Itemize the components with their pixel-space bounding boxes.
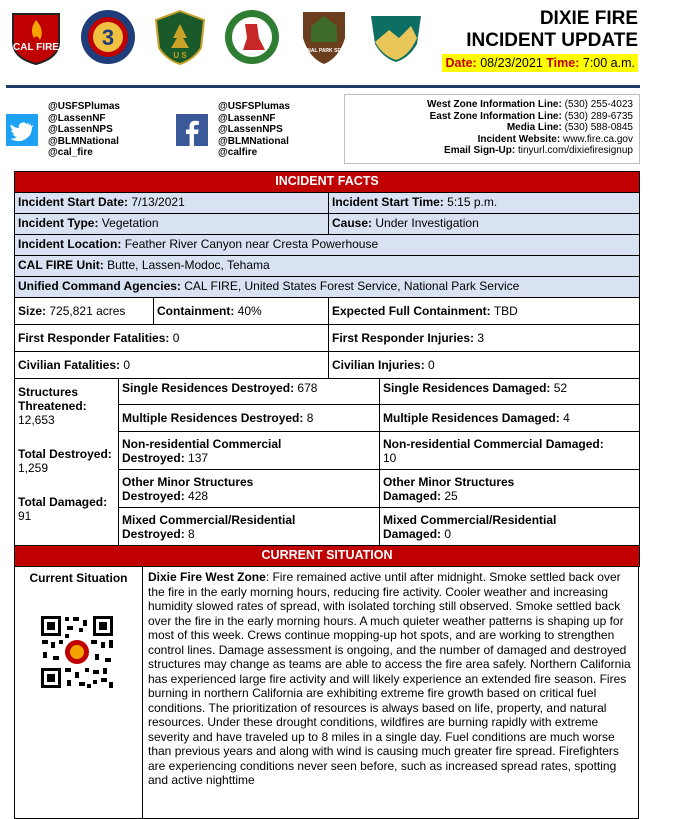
title-block xyxy=(442,8,638,72)
info-line: East Zone Information Line: (530) 289-6735 xyxy=(429,110,633,122)
time-label: Time: xyxy=(546,56,580,70)
twitter-handle[interactable]: @LassenNPS xyxy=(48,124,113,135)
info-value[interactable]: (530) 588-0845 xyxy=(564,122,633,133)
svg-text:U S: U S xyxy=(173,51,187,60)
info-lines-box xyxy=(344,94,640,164)
incident-facts-table xyxy=(14,171,640,567)
svg-text:NATIONAL PARK SERVICE: NATIONAL PARK SERVICE xyxy=(292,48,356,54)
multiple-destroyed-cell: Multiple Residences Destroyed: 8 xyxy=(119,405,380,432)
nonres-destroyed-cell: Non-residential Commercial Destroyed: 137 xyxy=(119,432,380,470)
incident-type-cell: Incident Type: Vegetation xyxy=(15,214,329,235)
threatened-block: Structures Threatened: 12,653 xyxy=(18,385,87,427)
nonres-damaged-cell: Non-residential Commercial Damaged: 10 xyxy=(380,432,640,470)
date-value: 08/23/2021 xyxy=(480,56,543,70)
multiple-damaged-cell: Multiple Residences Damaged: 4 xyxy=(380,405,640,432)
twitter-handle[interactable]: @BLMNational xyxy=(48,135,119,147)
svg-text:CAL FIRE: CAL FIRE xyxy=(13,42,59,53)
facebook-handle[interactable]: @USFSPlumas xyxy=(218,101,290,112)
calfire-logo xyxy=(6,7,66,67)
minor-destroyed-cell: Other Minor Structures Destroyed: 428 xyxy=(119,470,380,508)
single-damaged-cell: Single Residences Damaged: 52 xyxy=(380,379,640,405)
start-time-cell: Incident Start Time: 5:15 p.m. xyxy=(329,193,640,214)
info-value[interactable]: (530) 255-4023 xyxy=(564,99,633,110)
header-rule xyxy=(6,85,640,88)
facebook-handles xyxy=(218,101,290,159)
facebook-handle[interactable]: @BLMNational xyxy=(218,135,289,147)
date-time-line xyxy=(442,54,638,72)
mixed-destroyed-cell: Mixed Commercial/Residential Destroyed: 8 xyxy=(119,508,380,546)
size-cell: Size: 725,821 acres xyxy=(15,298,154,325)
info-line: Media Line: (530) 588-0845 xyxy=(506,122,633,133)
unified-command-cell: Unified Command Agencies: CAL FIRE, United States Forest Service, National Park Service xyxy=(15,277,640,298)
contact-band xyxy=(6,94,640,164)
date-label: Date: xyxy=(445,56,477,70)
svg-text:3: 3 xyxy=(101,25,115,50)
time-value: 7:00 a.m. xyxy=(582,56,635,70)
zone-label: Dixie Fire West Zone xyxy=(148,570,266,584)
situation-body: : Fire remained active until after midnight. Smoke settled back over the fire in the early morning hours, reducing fire activity. Cooler weather and increasing humidity slowed rates of spread, with isolated torching still observed. Smoke settled back over the fire in the early morning hours. A much quieter weather patterns is shaping up for most of this week. Crews continue mopping-up hot spots, and are working to strengthen control lines. Damage assessment is ongoing, and the number of damaged and destroyed structures may change as teams are able to access the fire area safely. Northern California has experienced large fire activity and will likely experience an extended fire season. Fires burning in northern California are exhibiting extreme fire growth based on critical fuel conditions. The prioritization of resources is always based on life, property, and natural resources. Under these drought conditions, wildfires are burning rapidly with extreme severity and have traveled up to 8 miles in a single day. Fuel conditions are much worse than previous years and along with wind is causing much greater fire spread. Firefighters are experiencing conditions never seen before, such as increased spread rates, spotting and active nighttime xyxy=(148,570,631,787)
single-destroyed-cell: Single Residences Destroyed: 678 xyxy=(119,379,380,405)
title-incident-update: INCIDENT UPDATE xyxy=(466,30,638,51)
start-date-cell: Incident Start Date: 7/13/2021 xyxy=(15,193,329,214)
fr-injuries-cell: First Responder Injuries: 3 xyxy=(329,325,640,352)
blm-logo xyxy=(366,7,426,67)
mixed-damaged-cell: Mixed Commercial/Residential Damaged: 0 xyxy=(380,508,640,546)
twitter-block xyxy=(6,101,120,159)
qr-code-icon[interactable] xyxy=(39,614,115,690)
current-situation-section xyxy=(14,567,639,819)
usfs-logo xyxy=(150,7,210,67)
facebook-handle[interactable]: @calfire xyxy=(218,147,258,158)
twitter-handle[interactable]: @cal_fire xyxy=(48,147,93,158)
agency-logos xyxy=(6,6,426,68)
current-situation-heading: CURRENT SITUATION xyxy=(15,546,640,567)
expected-containment-cell: Expected Full Containment: TBD xyxy=(329,298,640,325)
info-line: Email Sign-Up: tinyurl.com/dixiefiresignup xyxy=(444,145,633,156)
info-line: Incident Website: www.fire.ca.gov xyxy=(477,133,633,145)
nps-logo xyxy=(294,7,354,67)
structures-summary-cell xyxy=(15,379,119,546)
calfire-unit-cell: CAL FIRE Unit: Butte, Lassen-Modoc, Tehama xyxy=(15,256,640,277)
info-line: West Zone Information Line: (530) 255-4023 xyxy=(427,99,633,110)
cause-cell: Cause: Under Investigation xyxy=(329,214,640,235)
facebook-handle[interactable]: @LassenNPS xyxy=(218,124,283,135)
total-damaged-block: Total Damaged: 91 xyxy=(18,495,108,523)
info-value[interactable]: (530) 289-6735 xyxy=(564,110,633,122)
civ-injuries-cell: Civilian Injuries: 0 xyxy=(329,352,640,379)
total-destroyed-block: Total Destroyed: 1,259 xyxy=(18,447,112,475)
title-dixie-fire: DIXIE FIRE xyxy=(539,8,638,29)
fr-fatalities-cell: First Responder Fatalities: 0 xyxy=(15,325,329,352)
situation-left-title: Current Situation xyxy=(29,571,128,585)
signup-link[interactable]: tinyurl.com/dixiefiresignup xyxy=(517,145,633,156)
facebook-icon[interactable] xyxy=(176,114,208,146)
region3-logo xyxy=(78,7,138,67)
incident-location-cell: Incident Location: Feather River Canyon near Cresta Powerhouse xyxy=(15,235,640,256)
incident-facts-heading: INCIDENT FACTS xyxy=(15,172,640,193)
situation-left-column xyxy=(15,567,143,819)
twitter-icon[interactable] xyxy=(6,114,38,146)
twitter-handle[interactable]: @USFSPlumas xyxy=(48,101,120,112)
website-link[interactable]: www.fire.ca.gov xyxy=(562,133,633,145)
situation-text xyxy=(148,570,636,788)
team-logo xyxy=(222,7,282,67)
minor-damaged-cell: Other Minor Structures Damaged: 25 xyxy=(380,470,640,508)
facebook-handle[interactable]: @LassenNF xyxy=(218,112,276,124)
twitter-handles xyxy=(48,101,120,159)
civ-fatalities-cell: Civilian Fatalities: 0 xyxy=(15,352,329,379)
containment-cell: Containment: 40% xyxy=(154,298,329,325)
twitter-handle[interactable]: @LassenNF xyxy=(48,112,106,124)
facebook-block xyxy=(176,101,290,159)
